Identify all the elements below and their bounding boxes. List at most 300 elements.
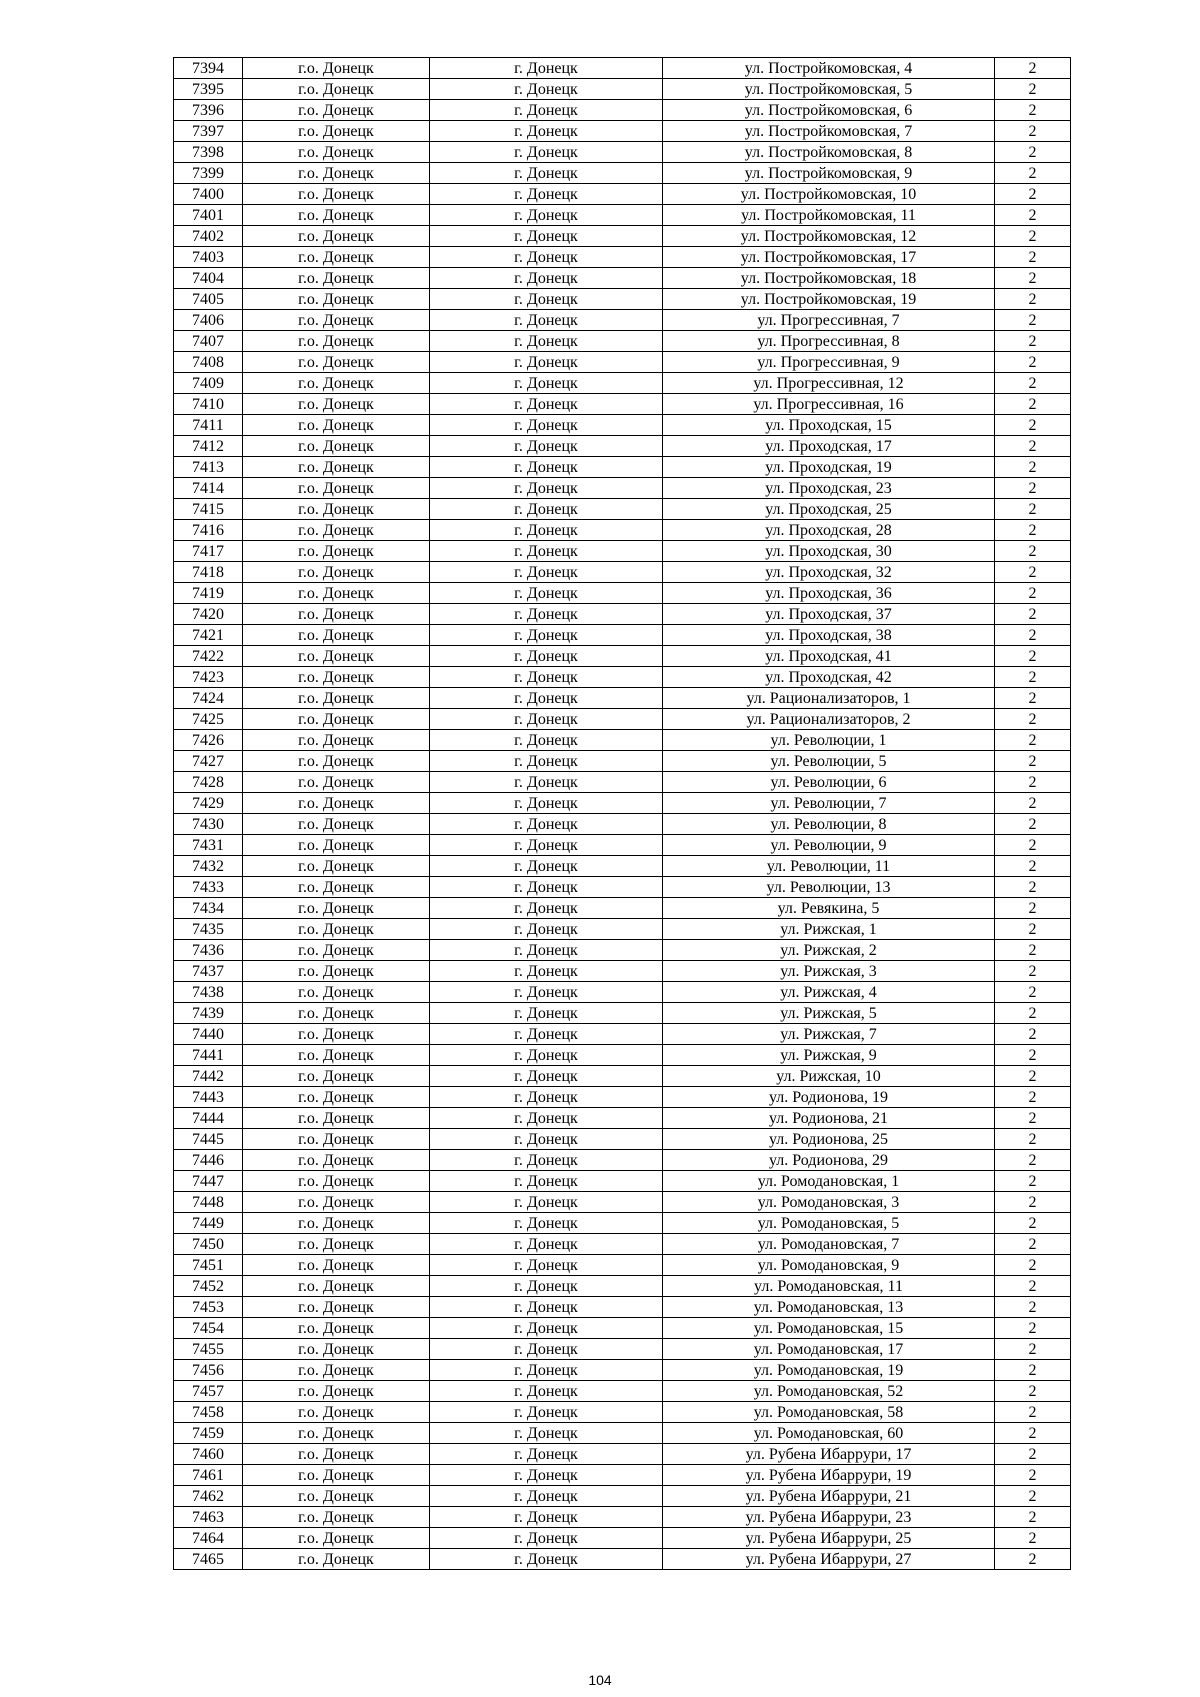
record-number-cell: 7435 [174,919,243,940]
address-cell: ул. Рижская, 3 [663,961,995,982]
address-cell: ул. Проходская, 32 [663,562,995,583]
city-cell: г. Донецк [430,1528,663,1549]
table-row [174,268,1071,289]
value-cell: 2 [995,1192,1071,1213]
record-number-cell: 7409 [174,373,243,394]
table-row [174,1360,1071,1381]
city-cell: г. Донецк [430,1066,663,1087]
city-cell: г. Донецк [430,1171,663,1192]
table-row [174,1528,1071,1549]
record-number-cell: 7412 [174,436,243,457]
city-cell: г. Донецк [430,814,663,835]
value-cell: 2 [995,1213,1071,1234]
district-cell: г.о. Донецк [243,751,430,772]
value-cell: 2 [995,79,1071,100]
district-cell: г.о. Донецк [243,982,430,1003]
table-row [174,604,1071,625]
address-cell: ул. Ромодановская, 3 [663,1192,995,1213]
city-cell: г. Донецк [430,877,663,898]
record-number-cell: 7452 [174,1276,243,1297]
value-cell: 2 [995,331,1071,352]
city-cell: г. Донецк [430,520,663,541]
value-cell: 2 [995,562,1071,583]
district-cell: г.о. Донецк [243,1339,430,1360]
district-cell: г.о. Донецк [243,1276,430,1297]
record-number-cell: 7439 [174,1003,243,1024]
value-cell: 2 [995,877,1071,898]
value-cell: 2 [995,478,1071,499]
district-cell: г.о. Донецк [243,1171,430,1192]
record-number-cell: 7447 [174,1171,243,1192]
record-number-cell: 7459 [174,1423,243,1444]
value-cell: 2 [995,898,1071,919]
city-cell: г. Донецк [430,373,663,394]
district-cell: г.о. Донецк [243,457,430,478]
table-row [174,1339,1071,1360]
value-cell: 2 [995,1234,1071,1255]
record-number-cell: 7451 [174,1255,243,1276]
value-cell: 2 [995,436,1071,457]
address-cell: ул. Постройкомовская, 19 [663,289,995,310]
record-number-cell: 7464 [174,1528,243,1549]
value-cell: 2 [995,730,1071,751]
value-cell: 2 [995,751,1071,772]
table-row [174,1486,1071,1507]
district-cell: г.о. Донецк [243,142,430,163]
record-number-cell: 7432 [174,856,243,877]
table-row [174,625,1071,646]
address-cell: ул. Постройкомовская, 5 [663,79,995,100]
record-number-cell: 7456 [174,1360,243,1381]
district-cell: г.о. Донецк [243,1255,430,1276]
district-cell: г.о. Донецк [243,1297,430,1318]
value-cell: 2 [995,1171,1071,1192]
value-cell: 2 [995,961,1071,982]
district-cell: г.о. Донецк [243,625,430,646]
address-cell: ул. Революции, 6 [663,772,995,793]
district-cell: г.о. Донецк [243,331,430,352]
city-cell: г. Донецк [430,1045,663,1066]
city-cell: г. Донецк [430,163,663,184]
table-row [174,667,1071,688]
record-number-cell: 7400 [174,184,243,205]
district-cell: г.о. Донецк [243,58,430,79]
district-cell: г.о. Донецк [243,856,430,877]
record-number-cell: 7411 [174,415,243,436]
city-cell: г. Донецк [430,1234,663,1255]
city-cell: г. Донецк [430,184,663,205]
table-row [174,1003,1071,1024]
value-cell: 2 [995,58,1071,79]
address-cell: ул. Родионова, 25 [663,1129,995,1150]
district-cell: г.о. Донецк [243,1150,430,1171]
table-row [174,940,1071,961]
value-cell: 2 [995,1528,1071,1549]
district-cell: г.о. Донецк [243,1444,430,1465]
table-row [174,226,1071,247]
address-cell: ул. Проходская, 37 [663,604,995,625]
address-cell: ул. Ромодановская, 5 [663,1213,995,1234]
district-cell: г.о. Донецк [243,835,430,856]
address-cell: ул. Рубена Ибаррури, 25 [663,1528,995,1549]
city-cell: г. Донецк [430,667,663,688]
district-cell: г.о. Донецк [243,646,430,667]
record-number-cell: 7413 [174,457,243,478]
district-cell: г.о. Донецк [243,1465,430,1486]
table-row [174,79,1071,100]
city-cell: г. Донецк [430,961,663,982]
table-row [174,583,1071,604]
district-cell: г.о. Донецк [243,541,430,562]
table-row [174,562,1071,583]
city-cell: г. Донецк [430,478,663,499]
district-cell: г.о. Донецк [243,373,430,394]
table-row [174,184,1071,205]
table-row [174,898,1071,919]
district-cell: г.о. Донецк [243,1087,430,1108]
table-row [174,772,1071,793]
city-cell: г. Донецк [430,625,663,646]
address-cell: ул. Рубена Ибаррури, 23 [663,1507,995,1528]
record-number-cell: 7441 [174,1045,243,1066]
address-cell: ул. Рубена Ибаррури, 21 [663,1486,995,1507]
value-cell: 2 [995,1339,1071,1360]
district-cell: г.о. Донецк [243,79,430,100]
district-cell: г.о. Донецк [243,1045,430,1066]
table-row [174,520,1071,541]
value-cell: 2 [995,940,1071,961]
district-cell: г.о. Донецк [243,1066,430,1087]
record-number-cell: 7422 [174,646,243,667]
address-cell: ул. Проходская, 15 [663,415,995,436]
district-cell: г.о. Донецк [243,898,430,919]
address-cell: ул. Постройкомовская, 12 [663,226,995,247]
district-cell: г.о. Донецк [243,1318,430,1339]
table-row [174,919,1071,940]
record-number-cell: 7460 [174,1444,243,1465]
city-cell: г. Донецк [430,310,663,331]
record-number-cell: 7458 [174,1402,243,1423]
table-row [174,1444,1071,1465]
city-cell: г. Донецк [430,247,663,268]
value-cell: 2 [995,100,1071,121]
record-number-cell: 7406 [174,310,243,331]
table-row [174,1381,1071,1402]
value-cell: 2 [995,1465,1071,1486]
district-cell: г.о. Донецк [243,415,430,436]
city-cell: г. Донецк [430,1150,663,1171]
table-row [174,100,1071,121]
value-cell: 2 [995,1045,1071,1066]
address-cell: ул. Ромодановская, 1 [663,1171,995,1192]
city-cell: г. Донецк [430,1339,663,1360]
city-cell: г. Донецк [430,1087,663,1108]
record-number-cell: 7446 [174,1150,243,1171]
city-cell: г. Донецк [430,1318,663,1339]
table-row [174,1255,1071,1276]
address-cell: ул. Постройкомовская, 4 [663,58,995,79]
district-cell: г.о. Донецк [243,1129,430,1150]
value-cell: 2 [995,1276,1071,1297]
value-cell: 2 [995,310,1071,331]
table-row [174,835,1071,856]
district-cell: г.о. Донецк [243,184,430,205]
district-cell: г.о. Донецк [243,121,430,142]
value-cell: 2 [995,352,1071,373]
address-cell: ул. Рубена Ибаррури, 17 [663,1444,995,1465]
city-cell: г. Донецк [430,1465,663,1486]
district-cell: г.о. Донецк [243,961,430,982]
address-cell: ул. Постройкомовская, 18 [663,268,995,289]
district-cell: г.о. Донецк [243,919,430,940]
city-cell: г. Донецк [430,751,663,772]
record-number-cell: 7405 [174,289,243,310]
city-cell: г. Донецк [430,562,663,583]
value-cell: 2 [995,856,1071,877]
record-number-cell: 7462 [174,1486,243,1507]
city-cell: г. Донецк [430,1507,663,1528]
record-number-cell: 7421 [174,625,243,646]
address-cell: ул. Проходская, 36 [663,583,995,604]
record-number-cell: 7401 [174,205,243,226]
district-cell: г.о. Донецк [243,877,430,898]
address-cell: ул. Постройкомовская, 7 [663,121,995,142]
value-cell: 2 [995,1108,1071,1129]
record-number-cell: 7399 [174,163,243,184]
address-cell: ул. Проходская, 30 [663,541,995,562]
district-cell: г.о. Донецк [243,1192,430,1213]
record-number-cell: 7429 [174,793,243,814]
district-cell: г.о. Донецк [243,478,430,499]
table-row [174,394,1071,415]
record-number-cell: 7438 [174,982,243,1003]
city-cell: г. Донецк [430,1423,663,1444]
table-row [174,1066,1071,1087]
address-cell: ул. Революции, 13 [663,877,995,898]
record-number-cell: 7427 [174,751,243,772]
record-number-cell: 7437 [174,961,243,982]
record-number-cell: 7457 [174,1381,243,1402]
district-cell: г.о. Донецк [243,1549,430,1570]
record-number-cell: 7420 [174,604,243,625]
address-cell: ул. Ромодановская, 15 [663,1318,995,1339]
table-row [174,1402,1071,1423]
record-number-cell: 7404 [174,268,243,289]
city-cell: г. Донецк [430,1381,663,1402]
value-cell: 2 [995,142,1071,163]
value-cell: 2 [995,919,1071,940]
city-cell: г. Донецк [430,1486,663,1507]
value-cell: 2 [995,184,1071,205]
value-cell: 2 [995,289,1071,310]
address-cell: ул. Рубена Ибаррури, 27 [663,1549,995,1570]
record-number-cell: 7450 [174,1234,243,1255]
address-cell: ул. Постройкомовская, 17 [663,247,995,268]
value-cell: 2 [995,625,1071,646]
record-number-cell: 7417 [174,541,243,562]
district-cell: г.о. Донецк [243,583,430,604]
value-cell: 2 [995,1003,1071,1024]
address-cell: ул. Постройкомовская, 10 [663,184,995,205]
record-number-cell: 7410 [174,394,243,415]
record-number-cell: 7433 [174,877,243,898]
record-number-cell: 7416 [174,520,243,541]
district-cell: г.о. Донецк [243,268,430,289]
table-row [174,688,1071,709]
city-cell: г. Донецк [430,457,663,478]
address-cell: ул. Прогрессивная, 9 [663,352,995,373]
record-number-cell: 7397 [174,121,243,142]
city-cell: г. Донецк [430,415,663,436]
district-cell: г.о. Донецк [243,1234,430,1255]
city-cell: г. Донецк [430,730,663,751]
city-cell: г. Донецк [430,1297,663,1318]
table-row [174,1045,1071,1066]
city-cell: г. Донецк [430,856,663,877]
address-cell: ул. Проходская, 19 [663,457,995,478]
table-row [174,1549,1071,1570]
record-number-cell: 7402 [174,226,243,247]
value-cell: 2 [995,499,1071,520]
address-cell: ул. Ромодановская, 17 [663,1339,995,1360]
value-cell: 2 [995,1129,1071,1150]
record-number-cell: 7403 [174,247,243,268]
address-cell: ул. Ромодановская, 19 [663,1360,995,1381]
address-cell: ул. Рижская, 5 [663,1003,995,1024]
table-row [174,1192,1071,1213]
record-number-cell: 7436 [174,940,243,961]
table-row [174,1108,1071,1129]
city-cell: г. Донецк [430,793,663,814]
city-cell: г. Донецк [430,1108,663,1129]
record-number-cell: 7418 [174,562,243,583]
record-number-cell: 7395 [174,79,243,100]
value-cell: 2 [995,772,1071,793]
district-cell: г.о. Донецк [243,205,430,226]
city-cell: г. Донецк [430,205,663,226]
value-cell: 2 [995,226,1071,247]
table-row [174,310,1071,331]
table-row [174,352,1071,373]
city-cell: г. Донецк [430,1360,663,1381]
address-cell: ул. Прогрессивная, 8 [663,331,995,352]
record-number-cell: 7407 [174,331,243,352]
table-row [174,415,1071,436]
record-number-cell: 7455 [174,1339,243,1360]
table-row [174,1276,1071,1297]
city-cell: г. Донецк [430,898,663,919]
address-cell: ул. Прогрессивная, 16 [663,394,995,415]
table-row [174,1213,1071,1234]
address-cell: ул. Рижская, 9 [663,1045,995,1066]
district-cell: г.о. Донецк [243,730,430,751]
city-cell: г. Донецк [430,1024,663,1045]
record-number-cell: 7398 [174,142,243,163]
value-cell: 2 [995,1255,1071,1276]
city-cell: г. Донецк [430,1444,663,1465]
city-cell: г. Донецк [430,982,663,1003]
value-cell: 2 [995,982,1071,1003]
address-cell: ул. Ромодановская, 11 [663,1276,995,1297]
district-cell: г.о. Донецк [243,352,430,373]
table-row [174,121,1071,142]
table-row [174,436,1071,457]
record-number-cell: 7419 [174,583,243,604]
address-cell: ул. Прогрессивная, 7 [663,310,995,331]
district-cell: г.о. Донецк [243,688,430,709]
value-cell: 2 [995,415,1071,436]
address-cell: ул. Ромодановская, 9 [663,1255,995,1276]
table-row [174,961,1071,982]
record-number-cell: 7448 [174,1192,243,1213]
district-cell: г.о. Донецк [243,436,430,457]
city-cell: г. Донецк [430,835,663,856]
value-cell: 2 [995,1402,1071,1423]
record-number-cell: 7430 [174,814,243,835]
district-cell: г.о. Донецк [243,1024,430,1045]
record-number-cell: 7396 [174,100,243,121]
value-cell: 2 [995,1381,1071,1402]
city-cell: г. Донецк [430,1213,663,1234]
address-cell: ул. Прогрессивная, 12 [663,373,995,394]
value-cell: 2 [995,1486,1071,1507]
table-row [174,1507,1071,1528]
record-number-cell: 7414 [174,478,243,499]
value-cell: 2 [995,646,1071,667]
city-cell: г. Донецк [430,709,663,730]
city-cell: г. Донецк [430,541,663,562]
address-cell: ул. Постройкомовская, 11 [663,205,995,226]
value-cell: 2 [995,583,1071,604]
address-cell: ул. Рижская, 4 [663,982,995,1003]
record-number-cell: 7415 [174,499,243,520]
record-number-cell: 7442 [174,1066,243,1087]
address-cell: ул. Постройкомовская, 8 [663,142,995,163]
table-row [174,163,1071,184]
city-cell: г. Донецк [430,1192,663,1213]
table-row [174,751,1071,772]
address-cell: ул. Постройкомовская, 9 [663,163,995,184]
value-cell: 2 [995,457,1071,478]
value-cell: 2 [995,1507,1071,1528]
address-cell: ул. Рижская, 1 [663,919,995,940]
value-cell: 2 [995,604,1071,625]
address-cell: ул. Рубена Ибаррури, 19 [663,1465,995,1486]
district-cell: г.о. Донецк [243,100,430,121]
table-row [174,982,1071,1003]
address-cell: ул. Революции, 9 [663,835,995,856]
record-number-cell: 7424 [174,688,243,709]
table-row [174,142,1071,163]
address-cell: ул. Рационализаторов, 2 [663,709,995,730]
page-number: 104 [588,1672,612,1688]
record-number-cell: 7426 [174,730,243,751]
city-cell: г. Донецк [430,121,663,142]
district-cell: г.о. Донецк [243,1486,430,1507]
city-cell: г. Донецк [430,688,663,709]
city-cell: г. Донецк [430,436,663,457]
address-cell: ул. Проходская, 23 [663,478,995,499]
value-cell: 2 [995,1150,1071,1171]
city-cell: г. Донецк [430,1003,663,1024]
address-cell: ул. Проходская, 28 [663,520,995,541]
district-cell: г.о. Донецк [243,940,430,961]
district-cell: г.о. Донецк [243,289,430,310]
value-cell: 2 [995,1444,1071,1465]
district-cell: г.о. Донецк [243,499,430,520]
city-cell: г. Донецк [430,499,663,520]
value-cell: 2 [995,1297,1071,1318]
